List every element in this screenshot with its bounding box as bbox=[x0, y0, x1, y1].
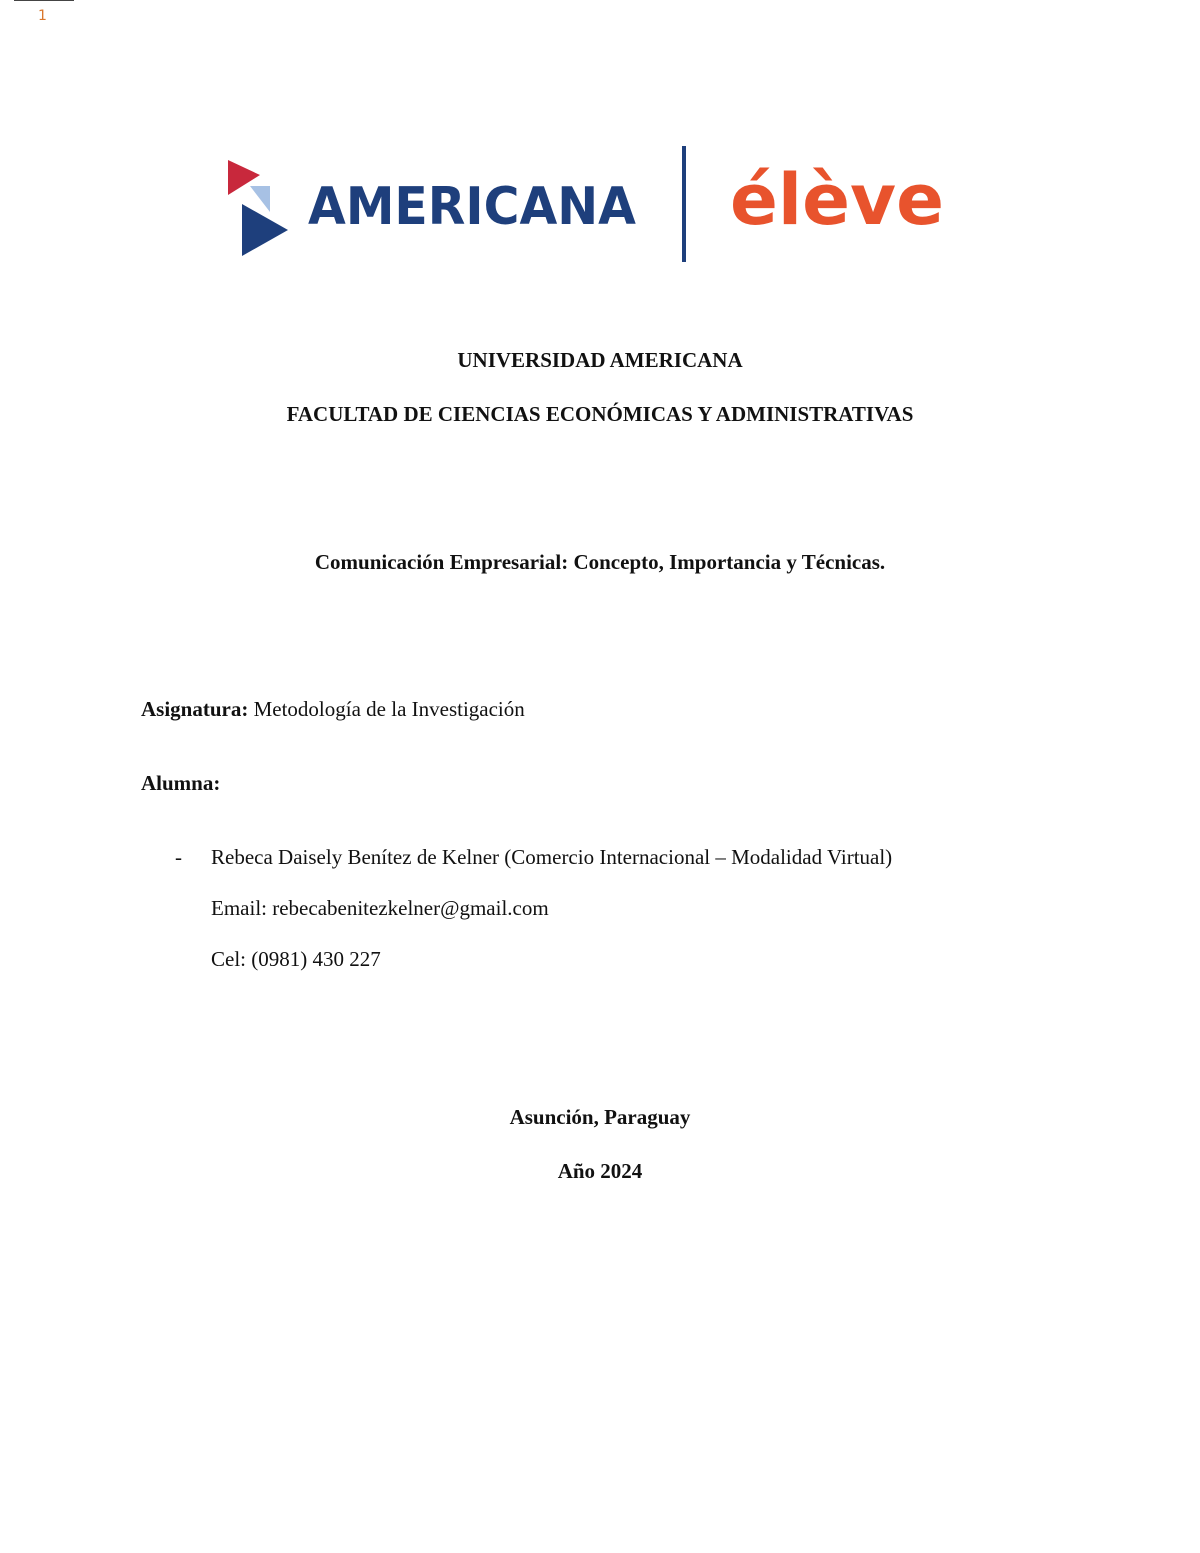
student-label: Alumna: bbox=[141, 771, 221, 795]
logo-brand-primary: AMERICANA bbox=[308, 177, 636, 237]
page-number-rule bbox=[14, 0, 74, 1]
year-line: Año 2024 bbox=[557, 1159, 643, 1183]
faculty-heading: FACULTAD DE CIENCIAS ECONÓMICAS Y ADMINISTRATIVAS bbox=[286, 402, 914, 426]
subject-label: Asignatura: bbox=[141, 697, 249, 721]
student-name: Rebeca Daisely Benítez de Kelner (Comercio Internacional – Modalidad Virtual) bbox=[211, 845, 893, 869]
student-email: Email: rebecabenitezkelner@gmail.com bbox=[211, 896, 549, 920]
location-line: Asunción, Paraguay bbox=[509, 1105, 691, 1129]
list-bullet: - bbox=[175, 845, 182, 869]
americana-emblem-icon bbox=[228, 160, 288, 256]
document-title: Comunicación Empresarial: Concepto, Importancia y Técnicas. bbox=[314, 550, 886, 574]
subject-value: Metodología de la Investigación bbox=[253, 697, 525, 721]
page-number: 1 bbox=[38, 8, 47, 24]
logo-divider bbox=[682, 146, 686, 262]
university-heading: UNIVERSIDAD AMERICANA bbox=[457, 348, 743, 372]
university-logo bbox=[228, 146, 950, 262]
student-phone: Cel: (0981) 430 227 bbox=[211, 947, 381, 971]
subject-line bbox=[141, 697, 525, 722]
logo-brand-secondary: élève bbox=[730, 159, 944, 241]
